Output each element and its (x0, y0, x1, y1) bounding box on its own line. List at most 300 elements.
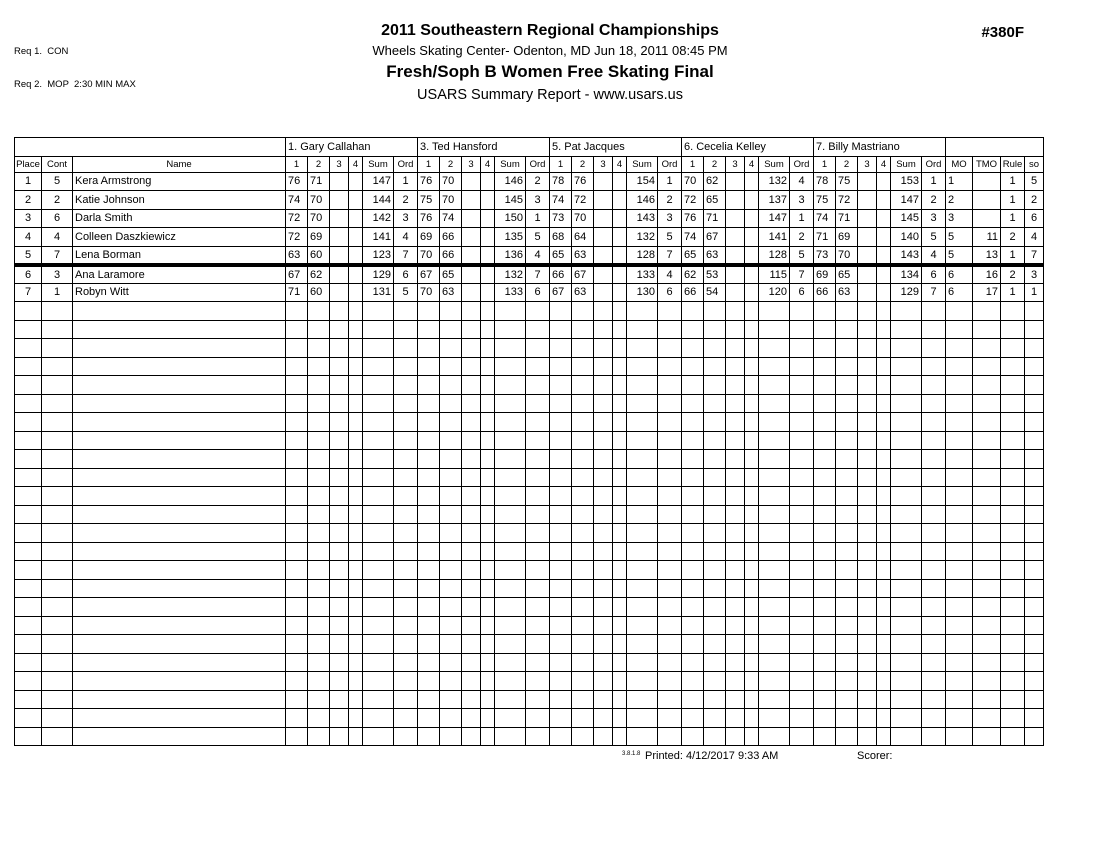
score-cell (877, 524, 891, 543)
score-cell (550, 579, 572, 598)
empty-row (15, 487, 1044, 506)
col-header-ord: Ord (922, 156, 946, 172)
ordinal-cell: 1 (658, 172, 682, 191)
score-cell (495, 487, 526, 506)
ordinal-cell (922, 357, 946, 376)
score-cell (550, 505, 572, 524)
score-cell (440, 524, 462, 543)
score-cell (572, 394, 594, 413)
tmo-cell (973, 376, 1001, 395)
score-cell (349, 357, 363, 376)
so-cell: 6 (1025, 209, 1044, 228)
score-cell (704, 468, 726, 487)
score-cell: 63 (836, 283, 858, 302)
tmo-cell (973, 320, 1001, 339)
score-cell (836, 635, 858, 654)
score-cell (440, 579, 462, 598)
score-cell (759, 542, 790, 561)
ordinal-cell: 4 (658, 265, 682, 284)
score-cell (440, 302, 462, 321)
score-cell (704, 505, 726, 524)
score-cell (627, 302, 658, 321)
ordinal-cell (922, 598, 946, 617)
score-cell (613, 339, 627, 358)
score-cell (745, 246, 759, 265)
ordinal-cell: 2 (658, 191, 682, 210)
tmo-cell (973, 339, 1001, 358)
score-cell: 70 (418, 283, 440, 302)
ordinal-cell: 1 (922, 172, 946, 191)
score-cell (481, 635, 495, 654)
contestant-number-cell (42, 653, 73, 672)
ordinal-cell (922, 709, 946, 728)
score-cell (286, 653, 308, 672)
ordinal-cell (526, 339, 550, 358)
score-cell (550, 320, 572, 339)
sum-cell: 131 (363, 283, 394, 302)
score-cell (550, 431, 572, 450)
score-cell (891, 635, 922, 654)
score-cell (550, 450, 572, 469)
score-cell: 72 (286, 228, 308, 247)
score-cell (572, 320, 594, 339)
score-cell (572, 672, 594, 691)
score-cell (440, 505, 462, 524)
score-cell (627, 598, 658, 617)
score-cell (814, 542, 836, 561)
score-cell: 70 (572, 209, 594, 228)
ordinal-cell (658, 542, 682, 561)
col-header-name: Name (73, 156, 286, 172)
score-cell (745, 709, 759, 728)
contestant-number-cell (42, 339, 73, 358)
score-cell: 67 (704, 228, 726, 247)
score-cell (349, 413, 363, 432)
score-cell (613, 672, 627, 691)
empty-row (15, 727, 1044, 746)
ordinal-cell: 7 (790, 265, 814, 284)
score-cell (481, 542, 495, 561)
tmo-cell (973, 616, 1001, 635)
score-cell (682, 690, 704, 709)
score-cell (682, 579, 704, 598)
mo-cell (946, 690, 973, 709)
score-cell (418, 579, 440, 598)
score-cell (682, 598, 704, 617)
score-cell (745, 635, 759, 654)
score-cell (858, 653, 877, 672)
score-cell (627, 394, 658, 413)
score-cell (495, 727, 526, 746)
sum-cell: 137 (759, 191, 790, 210)
event-number: #380F (981, 24, 1024, 41)
score-cell (495, 709, 526, 728)
score-cell (594, 339, 613, 358)
ordinal-cell (394, 579, 418, 598)
mo-cell (946, 672, 973, 691)
rule-cell: 2 (1001, 265, 1025, 284)
score-cell (286, 709, 308, 728)
score-cell (877, 450, 891, 469)
score-cell (572, 487, 594, 506)
score-cell (627, 487, 658, 506)
score-cell (613, 653, 627, 672)
score-cell: 75 (418, 191, 440, 210)
score-cell (363, 413, 394, 432)
place-cell: 6 (15, 265, 42, 284)
score-cell: 74 (814, 209, 836, 228)
score-cell (745, 339, 759, 358)
score-cell (704, 709, 726, 728)
score-cell (349, 505, 363, 524)
score-cell (682, 505, 704, 524)
score-cell (349, 172, 363, 191)
score-cell (745, 727, 759, 746)
score-cell (704, 339, 726, 358)
score-cell (330, 487, 349, 506)
ordinal-cell (658, 598, 682, 617)
ordinal-cell (658, 450, 682, 469)
score-cell (363, 672, 394, 691)
score-cell (349, 616, 363, 635)
sum-cell: 153 (891, 172, 922, 191)
score-cell (349, 302, 363, 321)
score-cell (308, 690, 330, 709)
contestant-number-cell (42, 672, 73, 691)
contestant-number-cell (42, 561, 73, 580)
score-cell: 73 (550, 209, 572, 228)
score-cell (349, 672, 363, 691)
empty-row (15, 302, 1044, 321)
score-cell (363, 431, 394, 450)
ordinal-cell (394, 690, 418, 709)
score-cell (594, 302, 613, 321)
ordinal-cell: 3 (790, 191, 814, 210)
tmo-cell (973, 450, 1001, 469)
so-cell (1025, 468, 1044, 487)
score-cell (330, 265, 349, 284)
ordinal-cell: 5 (658, 228, 682, 247)
score-cell (349, 283, 363, 302)
score-cell (418, 709, 440, 728)
score-cell (627, 542, 658, 561)
score-cell (726, 709, 745, 728)
tmo-cell (973, 561, 1001, 580)
contestant-number-cell (42, 357, 73, 376)
sum-cell: 147 (891, 191, 922, 210)
score-cell (627, 339, 658, 358)
score-cell (440, 431, 462, 450)
score-cell (349, 709, 363, 728)
score-cell (481, 339, 495, 358)
place-cell (15, 357, 42, 376)
score-cell: 70 (682, 172, 704, 191)
ordinal-cell (790, 727, 814, 746)
score-cell (745, 616, 759, 635)
score-cell (495, 505, 526, 524)
score-cell (745, 191, 759, 210)
score-cell: 78 (550, 172, 572, 191)
ordinal-cell (922, 320, 946, 339)
score-cell (363, 376, 394, 395)
score-cell (462, 672, 481, 691)
score-cell (613, 357, 627, 376)
score-cell: 76 (418, 172, 440, 191)
score-cell (349, 579, 363, 598)
score-cell (726, 302, 745, 321)
score-cell (286, 487, 308, 506)
score-cell (440, 690, 462, 709)
rule-cell (1001, 635, 1025, 654)
place-cell (15, 524, 42, 543)
ordinal-cell (394, 487, 418, 506)
score-cell (627, 450, 658, 469)
ordinal-cell (658, 727, 682, 746)
score-cell (627, 376, 658, 395)
contestant-number-cell (42, 579, 73, 598)
score-cell (572, 727, 594, 746)
score-cell (759, 505, 790, 524)
score-cell (613, 394, 627, 413)
score-cell (891, 302, 922, 321)
score-cell (572, 431, 594, 450)
score-cell (613, 487, 627, 506)
score-cell (462, 598, 481, 617)
ordinal-cell (394, 450, 418, 469)
score-cell (481, 450, 495, 469)
so-cell (1025, 542, 1044, 561)
ordinal-cell (658, 487, 682, 506)
score-cell (286, 339, 308, 358)
sum-cell: 115 (759, 265, 790, 284)
skater-name-cell (73, 468, 286, 487)
score-cell (745, 357, 759, 376)
score-cell (330, 320, 349, 339)
score-cell (363, 487, 394, 506)
score-cell (814, 468, 836, 487)
score-cell (745, 320, 759, 339)
score-cell (613, 413, 627, 432)
place-cell (15, 561, 42, 580)
score-cell (594, 653, 613, 672)
score-cell (891, 339, 922, 358)
score-cell (594, 598, 613, 617)
score-cell (363, 616, 394, 635)
score-cell (858, 709, 877, 728)
score-cell (330, 357, 349, 376)
score-cell (759, 653, 790, 672)
place-cell (15, 579, 42, 598)
score-cell (858, 376, 877, 395)
score-cell (594, 616, 613, 635)
score-cell (572, 690, 594, 709)
score-cell (858, 579, 877, 598)
score-cell (330, 598, 349, 617)
score-cell (704, 302, 726, 321)
score-cell (877, 616, 891, 635)
score-cell (627, 616, 658, 635)
score-cell (286, 320, 308, 339)
rule-cell (1001, 542, 1025, 561)
score-cell (286, 542, 308, 561)
skater-name-cell (73, 598, 286, 617)
score-cell: 67 (418, 265, 440, 284)
score-cell (481, 690, 495, 709)
score-cell (308, 468, 330, 487)
score-cell (594, 413, 613, 432)
score-cell: 62 (704, 172, 726, 191)
skater-name-cell (73, 635, 286, 654)
score-cell (286, 690, 308, 709)
score-cell (704, 413, 726, 432)
so-cell (1025, 431, 1044, 450)
col-header-1: 1 (550, 156, 572, 172)
score-cell (759, 579, 790, 598)
rule-cell (1001, 598, 1025, 617)
score-cell (495, 431, 526, 450)
skater-name-cell (73, 579, 286, 598)
ordinal-cell (526, 505, 550, 524)
mo-cell (946, 653, 973, 672)
mo-cell (946, 376, 973, 395)
score-cell (704, 320, 726, 339)
rule-cell: 1 (1001, 209, 1025, 228)
score-cell (550, 709, 572, 728)
tmo-cell (973, 598, 1001, 617)
score-cell (550, 524, 572, 543)
score-cell (440, 339, 462, 358)
ordinal-cell (526, 616, 550, 635)
mo-cell (946, 579, 973, 598)
score-cell (877, 283, 891, 302)
empty-row (15, 320, 1044, 339)
score-cell (594, 431, 613, 450)
ordinal-cell (790, 302, 814, 321)
so-cell (1025, 505, 1044, 524)
score-cell (418, 450, 440, 469)
ordinal-cell (394, 561, 418, 580)
score-cell (572, 653, 594, 672)
col-header-ord: Ord (526, 156, 550, 172)
score-cell (308, 653, 330, 672)
empty-row (15, 598, 1044, 617)
score-cell (440, 727, 462, 746)
so-cell (1025, 302, 1044, 321)
score-cell (462, 320, 481, 339)
score-cell: 66 (440, 246, 462, 265)
score-cell (814, 653, 836, 672)
score-cell (363, 468, 394, 487)
score-cell (877, 579, 891, 598)
score-cell (418, 339, 440, 358)
score-cell (891, 394, 922, 413)
score-cell (308, 450, 330, 469)
score-cell (627, 727, 658, 746)
score-cell (877, 653, 891, 672)
score-cell: 76 (682, 209, 704, 228)
score-cell (877, 376, 891, 395)
ordinal-cell (394, 376, 418, 395)
score-cell (286, 431, 308, 450)
score-cell (363, 339, 394, 358)
mo-cell (946, 542, 973, 561)
score-cell (594, 394, 613, 413)
score-cell (440, 487, 462, 506)
score-cell (814, 505, 836, 524)
score-cell (349, 690, 363, 709)
mo-cell (946, 320, 973, 339)
score-cell (627, 709, 658, 728)
score-cell (481, 468, 495, 487)
skater-name-cell (73, 542, 286, 561)
score-cell (704, 727, 726, 746)
score-cell (594, 635, 613, 654)
score-cell (349, 265, 363, 284)
ordinal-cell: 7 (658, 246, 682, 265)
score-cell (613, 265, 627, 284)
ordinal-cell (922, 413, 946, 432)
mo-cell: 1 (946, 172, 973, 191)
score-cell (330, 450, 349, 469)
score-cell (745, 172, 759, 191)
score-cell (550, 376, 572, 395)
score-cell (572, 579, 594, 598)
score-cell (550, 635, 572, 654)
score-cell (858, 357, 877, 376)
score-cell (440, 376, 462, 395)
score-cell (349, 727, 363, 746)
score-cell (613, 561, 627, 580)
score-cell (481, 431, 495, 450)
score-cell (418, 727, 440, 746)
score-cell (704, 672, 726, 691)
ordinal-cell (394, 505, 418, 524)
score-cell (308, 709, 330, 728)
score-cell (745, 394, 759, 413)
score-cell (745, 265, 759, 284)
score-cell (550, 542, 572, 561)
score-cell (418, 616, 440, 635)
score-cell (330, 431, 349, 450)
tmo-cell (973, 191, 1001, 210)
sum-cell: 120 (759, 283, 790, 302)
score-cell (704, 635, 726, 654)
score-cell (891, 487, 922, 506)
ordinal-cell (922, 653, 946, 672)
score-cell (726, 265, 745, 284)
tmo-cell (973, 653, 1001, 672)
championship-title: 2011 Southeastern Regional Championships (381, 22, 719, 39)
results-table (14, 137, 1044, 746)
col-header-3: 3 (594, 156, 613, 172)
score-cell (745, 468, 759, 487)
score-cell (858, 320, 877, 339)
score-cell (363, 524, 394, 543)
score-cell (550, 487, 572, 506)
score-cell: 69 (814, 265, 836, 284)
score-cell (308, 598, 330, 617)
score-cell (462, 394, 481, 413)
place-cell (15, 598, 42, 617)
score-cell (572, 524, 594, 543)
score-cell (745, 598, 759, 617)
skater-name-cell: Colleen Daszkiewicz (73, 228, 286, 247)
sum-cell: 128 (627, 246, 658, 265)
so-cell (1025, 579, 1044, 598)
col-header-4: 4 (349, 156, 363, 172)
score-cell (745, 542, 759, 561)
score-cell (745, 431, 759, 450)
